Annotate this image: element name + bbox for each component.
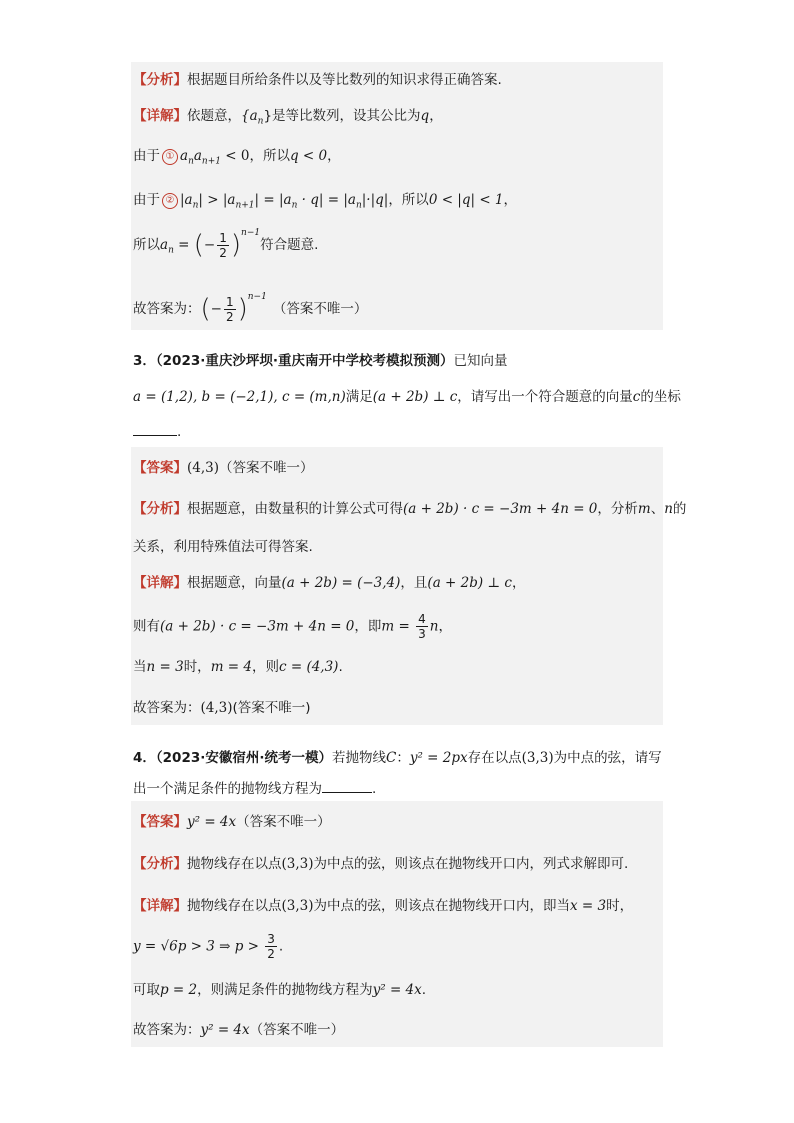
fraction: $\frac{1}{2}$ <box>219 230 227 260</box>
p3-question-vectors: a = (1,2), b = (−2,1), c = (m,n)满足(a + 2b) ⊥ c，请写出一个符合题意的向量c的坐标 <box>133 389 681 405</box>
answer-blank <box>133 423 177 436</box>
p4-question: 4．（2023·安徽宿州·统考一模）若抛物线C：y² = 2px存在以点(3,3)为中点的弦，请写 <box>133 750 662 766</box>
p4-answer: 【答案】y² = 4x（答案不唯一） <box>133 814 331 830</box>
p2-detail: 【详解】依题意，$\{a_n\}$是等比数列，设其公比为q， <box>133 108 443 127</box>
p4-detail: 【详解】抛物线存在以点(3,3)为中点的弦，则该点在抛物线开口内，即当x = 3时， <box>133 898 634 914</box>
circle-two-marker: ② <box>162 193 178 209</box>
p4-detail-line2: y = √6p > 3 ⇒ p > $\frac{3}{2}$ . <box>133 932 284 961</box>
p4-solution-block <box>131 801 663 1047</box>
p3-answer-blank: . <box>131 423 663 440</box>
p4-final-answer: 故答案为：y² = 4x（答案不唯一） <box>133 1022 345 1038</box>
p3-answer: 【答案】(4,3)（答案不唯一） <box>133 460 314 476</box>
p4-analysis: 【分析】抛物线存在以点(3,3)为中点的弦，则该点在抛物线开口内，列式求解即可. <box>133 856 629 872</box>
p4-detail-line3: 可取p = 2，则满足条件的抛物线方程为y² = 4x. <box>133 982 427 998</box>
detail-tag: 【详解】 <box>133 108 187 124</box>
analysis-tag: 【分析】 <box>133 72 187 88</box>
p3-question: 3．（2023·重庆沙坪坝·重庆南开中学校考模拟预测）已知向量 <box>133 353 508 369</box>
p3-detail: 【详解】根据题意，向量(a + 2b) = (−3,4)，且(a + 2b) ⊥ c， <box>133 575 526 591</box>
p3-analysis-cont: 关系，利用特殊值法可得答案. <box>133 539 313 555</box>
answer-blank <box>322 780 372 793</box>
p3-final-answer: 故答案为：(4,3)(答案不唯一) <box>133 700 311 716</box>
p2-line-result: 所以$a_n$ = (− $\frac{1}{2}$ )$^{n-1}$符合题意. <box>133 228 319 260</box>
p2-line-condition2: 由于 ② $|a_n| > |a_{n+1}| = |a_n \cdot q| = |a_n|\cdot|q|$，所以0 < |q| < 1， <box>133 192 518 211</box>
p4-question-cont: 出一个满足条件的抛物线方程为 . <box>133 781 377 797</box>
p3-detail-line2: 则有(a + 2b) · c = −3m + 4n = 0，即m = $\frac{4}{3}$ n， <box>133 612 452 641</box>
p3-analysis: 【分析】根据题意，由数量积的计算公式可得(a + 2b) · c = −3m + 4n = 0，分析m、n的 <box>133 501 687 517</box>
p3-detail-line3: 当n = 3时，m = 4，则c = (4,3). <box>133 659 343 675</box>
p2-line-condition1: 由于 ① $a_na_{n+1} < 0$，所以q < 0， <box>133 148 341 167</box>
circle-one-marker: ① <box>162 149 178 165</box>
p2-analysis: 【分析】根据题目所给条件以及等比数列的知识求得正确答案. <box>133 72 502 88</box>
p2-final-answer: 故答案为：(− $\frac{1}{2}$ )$^{n-1}$（答案不唯一） <box>133 292 368 324</box>
